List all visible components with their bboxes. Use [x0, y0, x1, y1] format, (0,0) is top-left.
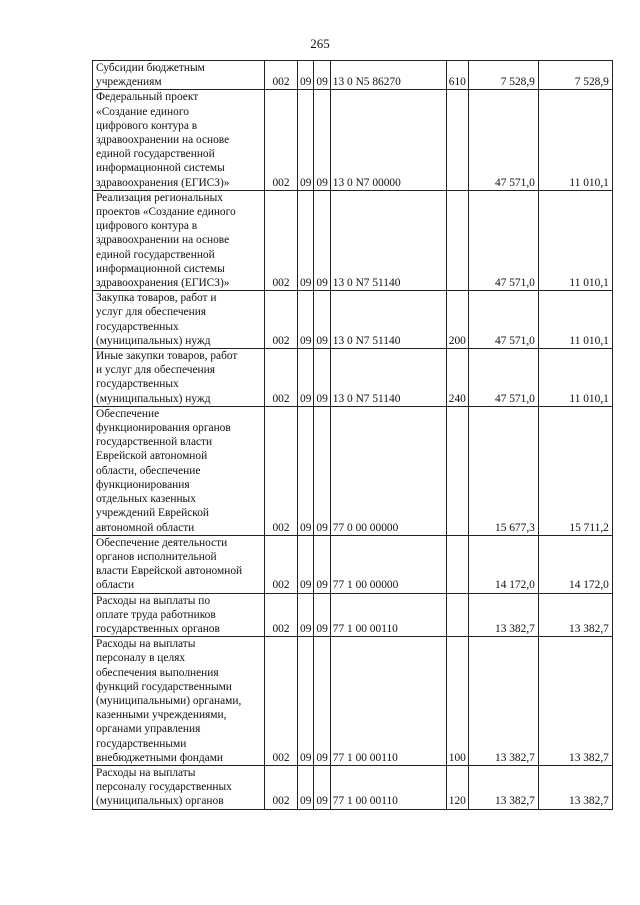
subsection-code: 09 — [314, 291, 330, 349]
section-code: 09 — [298, 61, 314, 90]
amount-year-2: 11 010,1 — [538, 90, 612, 190]
amount-year-2: 13 382,7 — [538, 593, 612, 637]
row-name-line: единой государственной — [96, 248, 215, 261]
subsection-code: 09 — [314, 765, 330, 809]
row-name — [93, 593, 265, 637]
row-name-line: государственными — [96, 737, 187, 750]
row-name-line: цифрового контура в — [96, 220, 198, 233]
row-name-line: оплате труда работников — [96, 608, 216, 621]
expense-type-code: 610 — [446, 61, 468, 90]
row-name — [93, 90, 265, 190]
row-name-line: внебюджетными фондами — [96, 751, 224, 764]
table-row — [93, 291, 613, 349]
subsection-code: 09 — [314, 535, 330, 593]
subsection-code: 09 — [314, 349, 330, 407]
row-name-line: (муниципальных) органов — [96, 795, 224, 808]
subsection-code: 09 — [314, 593, 330, 637]
expense-type-code: 120 — [446, 765, 468, 809]
table-row — [93, 637, 613, 766]
ministry-code: 002 — [265, 593, 298, 637]
row-name-line: здравоохранения (ЕГИСЗ)» — [96, 176, 230, 189]
row-name — [93, 190, 265, 290]
row-name-line: Иные закупки товаров, работ — [96, 350, 238, 363]
section-code: 09 — [298, 406, 314, 535]
target-article-code: 77 1 00 00110 — [330, 593, 446, 637]
amount-year-2: 13 382,7 — [538, 637, 612, 766]
row-name-line: области, обеспечение — [96, 464, 201, 477]
row-name — [93, 406, 265, 535]
ministry-code: 002 — [265, 190, 298, 290]
amount-year-1: 47 571,0 — [468, 291, 538, 349]
row-name-line: казенными учреждениями, — [96, 709, 227, 722]
section-code: 09 — [298, 593, 314, 637]
amount-year-1: 47 571,0 — [468, 349, 538, 407]
expense-type-code: 240 — [446, 349, 468, 407]
row-name-line: единой государственной — [96, 148, 215, 161]
section-code: 09 — [298, 291, 314, 349]
expense-type-code — [446, 90, 468, 190]
budget-table — [92, 60, 613, 810]
amount-year-2: 13 382,7 — [538, 765, 612, 809]
row-name-line: услуг для обеспечения — [96, 306, 207, 319]
amount-year-1: 14 172,0 — [468, 535, 538, 593]
amount-year-2: 14 172,0 — [538, 535, 612, 593]
ministry-code: 002 — [265, 349, 298, 407]
target-article-code: 13 0 N7 51140 — [330, 291, 446, 349]
row-name-line: Расходы на выплаты по — [96, 594, 211, 607]
subsection-code: 09 — [314, 637, 330, 766]
row-name — [93, 349, 265, 407]
row-name-line: Расходы на выплаты — [96, 638, 196, 651]
ministry-code: 002 — [265, 291, 298, 349]
row-name-line: (муниципальными) органами, — [96, 694, 242, 707]
amount-year-1: 7 528,9 — [468, 61, 538, 90]
row-name-line: функционирования — [96, 478, 190, 491]
row-name-line: области — [96, 579, 135, 592]
row-name-line: Обеспечение — [96, 407, 160, 420]
expense-type-code — [446, 406, 468, 535]
row-name — [93, 637, 265, 766]
ministry-code: 002 — [265, 90, 298, 190]
row-name-line: информационной системы — [96, 262, 225, 275]
row-name-line: персоналу в целях — [96, 652, 186, 665]
ministry-code: 002 — [265, 765, 298, 809]
target-article-code: 13 0 N5 86270 — [330, 61, 446, 90]
row-name-line: учреждениям — [96, 76, 162, 89]
target-article-code: 77 1 00 00110 — [330, 765, 446, 809]
target-article-code: 77 1 00 00110 — [330, 637, 446, 766]
row-name-line: Федеральный проект — [96, 91, 199, 104]
section-code: 09 — [298, 765, 314, 809]
target-article-code: 77 0 00 00000 — [330, 406, 446, 535]
row-name-line: цифрового контура в — [96, 119, 198, 132]
row-name-line: информационной системы — [96, 162, 225, 175]
subsection-code: 09 — [314, 406, 330, 535]
table-row — [93, 90, 613, 190]
row-name — [93, 765, 265, 809]
subsection-code: 09 — [314, 90, 330, 190]
amount-year-1: 13 382,7 — [468, 765, 538, 809]
amount-year-1: 47 571,0 — [468, 190, 538, 290]
expense-type-code — [446, 593, 468, 637]
row-name-line: проектов «Создание единого — [96, 206, 236, 219]
row-name-line: учреждений Еврейской — [96, 507, 210, 520]
section-code: 09 — [298, 535, 314, 593]
ministry-code: 002 — [265, 406, 298, 535]
row-name-line: власти Еврейской автономной — [96, 565, 243, 578]
row-name-line: государственной власти — [96, 436, 213, 449]
row-name-line: здравоохранении на основе — [96, 234, 230, 247]
amount-year-1: 13 382,7 — [468, 593, 538, 637]
row-name-line: органами управления — [96, 723, 201, 736]
section-code: 09 — [298, 90, 314, 190]
target-article-code: 13 0 N7 51140 — [330, 349, 446, 407]
row-name-line: автономной области — [96, 521, 195, 534]
table-row — [93, 765, 613, 809]
expense-type-code: 100 — [446, 637, 468, 766]
section-code: 09 — [298, 190, 314, 290]
expense-type-code — [446, 190, 468, 290]
target-article-code: 13 0 N7 51140 — [330, 190, 446, 290]
row-name-line: Реализация региональных — [96, 191, 223, 204]
row-name-line: персоналу государственных — [96, 781, 232, 794]
ministry-code: 002 — [265, 637, 298, 766]
amount-year-1: 47 571,0 — [468, 90, 538, 190]
row-name-line: Обеспечение деятельности — [96, 536, 228, 549]
row-name-line: Еврейской автономной — [96, 450, 208, 463]
row-name-line: «Создание единого — [96, 105, 189, 118]
section-code: 09 — [298, 637, 314, 766]
expense-type-code: 200 — [446, 291, 468, 349]
table-row — [93, 406, 613, 535]
table-row — [93, 349, 613, 407]
row-name-line: функционирования органов — [96, 422, 231, 435]
amount-year-1: 15 677,3 — [468, 406, 538, 535]
amount-year-2: 11 010,1 — [538, 190, 612, 290]
section-code: 09 — [298, 349, 314, 407]
row-name-line: Расходы на выплаты — [96, 766, 196, 779]
page-number: 265 — [310, 36, 330, 51]
row-name-line: органов исполнительной — [96, 550, 217, 563]
expense-type-code — [446, 535, 468, 593]
row-name-line: отдельных казенных — [96, 493, 196, 506]
amount-year-1: 13 382,7 — [468, 637, 538, 766]
row-name-line: (муниципальных) нужд — [96, 334, 211, 347]
subsection-code: 09 — [314, 61, 330, 90]
row-name-line: государственных — [96, 320, 179, 333]
row-name — [93, 535, 265, 593]
table-row — [93, 535, 613, 593]
row-name-line: функций государственными — [96, 680, 232, 693]
amount-year-2: 7 528,9 — [538, 61, 612, 90]
row-name-line: и услуг для обеспечения — [96, 364, 215, 377]
amount-year-2: 11 010,1 — [538, 291, 612, 349]
row-name-line: Субсидии бюджетным — [96, 62, 205, 74]
table-row — [93, 593, 613, 637]
row-name — [93, 291, 265, 349]
row-name-line: Закупка товаров, работ и — [96, 292, 217, 305]
row-name-line: государственных — [96, 378, 179, 391]
target-article-code: 13 0 N7 00000 — [330, 90, 446, 190]
row-name-line: государственных органов — [96, 622, 220, 635]
row-name-line: обеспечения выполнения — [96, 666, 219, 679]
amount-year-2: 15 711,2 — [538, 406, 612, 535]
ministry-code: 002 — [265, 61, 298, 90]
target-article-code: 77 1 00 00000 — [330, 535, 446, 593]
table-row — [93, 190, 613, 290]
row-name-line: здравоохранения (ЕГИСЗ)» — [96, 277, 230, 290]
subsection-code: 09 — [314, 190, 330, 290]
table-row — [93, 61, 613, 90]
row-name-line: (муниципальных) нужд — [96, 392, 211, 405]
row-name — [93, 61, 265, 90]
row-name-line: здравоохранении на основе — [96, 134, 230, 147]
amount-year-2: 11 010,1 — [538, 349, 612, 407]
ministry-code: 002 — [265, 535, 298, 593]
